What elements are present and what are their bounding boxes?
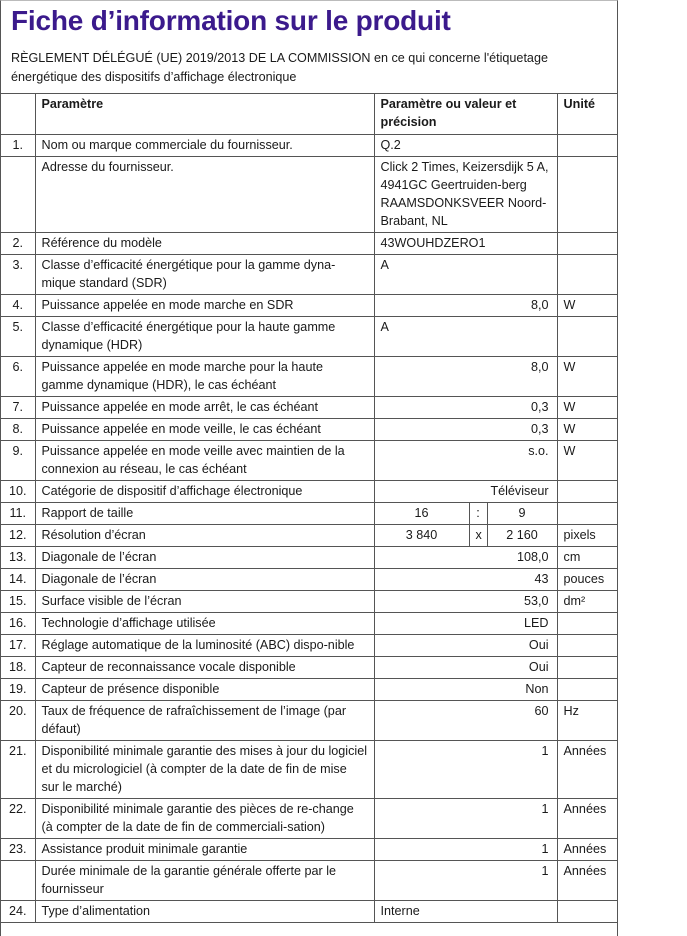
row-value: Non (374, 679, 557, 701)
row-unit: W (557, 419, 618, 441)
row-value: 0,3 (374, 419, 557, 441)
row-unit: W (557, 357, 618, 397)
row-parameter: Puissance appelée en mode veille avec maintien de la connexion au réseau, le cas échéant (35, 441, 374, 481)
product-info-table (1, 93, 618, 923)
row-parameter: Disponibilité minimale garantie des mises à jour du logiciel et du micrologiciel (à compter de la date de fin de mise sur le marché) (35, 741, 374, 799)
row-number (1, 861, 35, 901)
table-row (1, 701, 618, 741)
row-unit (557, 481, 618, 503)
table-row (1, 741, 618, 799)
row-unit (557, 679, 618, 701)
table-row (1, 503, 618, 525)
table-row (1, 295, 618, 317)
row-value: s.o. (374, 441, 557, 481)
row-value: Q.2 (374, 135, 557, 157)
row-number: 4. (1, 295, 35, 317)
row-parameter: Capteur de reconnaissance vocale disponible (35, 657, 374, 679)
table-row (1, 317, 618, 357)
table-row (1, 569, 618, 591)
header-value: Paramètre ou valeur et précision (374, 94, 557, 135)
page-title: Fiche d’information sur le produit (11, 5, 451, 36)
row-number: 2. (1, 233, 35, 255)
row-number: 23. (1, 839, 35, 861)
row-value-separator: : (469, 503, 487, 525)
row-parameter: Diagonale de l’écran (35, 569, 374, 591)
row-value: 0,3 (374, 397, 557, 419)
row-number: 11. (1, 503, 35, 525)
row-parameter: Puissance appelée en mode marche en SDR (35, 295, 374, 317)
row-parameter: Catégorie de dispositif d’affichage électronique (35, 481, 374, 503)
row-number: 24. (1, 901, 35, 923)
row-number: 20. (1, 701, 35, 741)
row-parameter: Classe d’efficacité énergétique pour la gamme dyna-mique standard (SDR) (35, 255, 374, 295)
header-unit: Unité (557, 94, 618, 135)
row-parameter: Assistance produit minimale garantie (35, 839, 374, 861)
table-row (1, 135, 618, 157)
row-value-separator: x (469, 525, 487, 547)
table-row (1, 679, 618, 701)
row-value: Oui (374, 635, 557, 657)
row-number: 10. (1, 481, 35, 503)
row-value: 53,0 (374, 591, 557, 613)
table-row (1, 233, 618, 255)
table-row (1, 839, 618, 861)
row-unit (557, 233, 618, 255)
row-unit: dm² (557, 591, 618, 613)
row-number: 3. (1, 255, 35, 295)
row-value: 43WOUHDZERO1 (374, 233, 557, 255)
row-value-b: 9 (487, 503, 557, 525)
row-unit: W (557, 295, 618, 317)
row-unit: W (557, 441, 618, 481)
row-value: 8,0 (374, 295, 557, 317)
row-value: A (374, 317, 557, 357)
table-row (1, 157, 618, 233)
row-number: 9. (1, 441, 35, 481)
table-row (1, 419, 618, 441)
row-number (1, 157, 35, 233)
table-row (1, 525, 618, 547)
row-unit (557, 317, 618, 357)
row-number: 8. (1, 419, 35, 441)
header-num (1, 94, 35, 135)
row-number: 17. (1, 635, 35, 657)
row-value-a: 16 (374, 503, 469, 525)
row-parameter: Nom ou marque commerciale du fournisseur. (35, 135, 374, 157)
row-number: 7. (1, 397, 35, 419)
row-parameter: Diagonale de l’écran (35, 547, 374, 569)
row-value: 1 (374, 861, 557, 901)
table-row (1, 547, 618, 569)
row-unit: W (557, 397, 618, 419)
table-row (1, 591, 618, 613)
row-number: 5. (1, 317, 35, 357)
row-parameter: Puissance appelée en mode marche pour la haute gamme dynamique (HDR), le cas échéant (35, 357, 374, 397)
row-unit: Années (557, 861, 618, 901)
table-row (1, 481, 618, 503)
row-unit: Années (557, 839, 618, 861)
row-number: 15. (1, 591, 35, 613)
row-number: 21. (1, 741, 35, 799)
table-row (1, 255, 618, 295)
row-number: 6. (1, 357, 35, 397)
row-parameter: Disponibilité minimale garantie des pièces de re-change (à compter de la date de fin de commerciali-sation) (35, 799, 374, 839)
row-unit (557, 255, 618, 295)
row-parameter: Capteur de présence disponible (35, 679, 374, 701)
row-unit (557, 613, 618, 635)
row-number: 19. (1, 679, 35, 701)
row-value: 60 (374, 701, 557, 741)
table-row (1, 657, 618, 679)
row-parameter: Réglage automatique de la luminosité (ABC) dispo-nible (35, 635, 374, 657)
row-parameter: Type d’alimentation (35, 901, 374, 923)
row-value: A (374, 255, 557, 295)
row-value: Téléviseur (374, 481, 557, 503)
header-param: Paramètre (35, 94, 374, 135)
row-unit (557, 503, 618, 525)
row-parameter: Surface visible de l’écran (35, 591, 374, 613)
row-parameter: Puissance appelée en mode veille, le cas échéant (35, 419, 374, 441)
row-number: 16. (1, 613, 35, 635)
row-parameter: Puissance appelée en mode arrêt, le cas échéant (35, 397, 374, 419)
row-unit (557, 635, 618, 657)
row-value: Interne (374, 901, 557, 923)
table-row (1, 397, 618, 419)
row-parameter: Adresse du fournisseur. (35, 157, 374, 233)
row-parameter: Référence du modèle (35, 233, 374, 255)
table-row (1, 613, 618, 635)
row-unit: cm (557, 547, 618, 569)
row-value: Oui (374, 657, 557, 679)
row-unit: pouces (557, 569, 618, 591)
row-value: 8,0 (374, 357, 557, 397)
row-unit (557, 901, 618, 923)
row-unit: Années (557, 741, 618, 799)
row-number: 12. (1, 525, 35, 547)
regulation-subtitle: RÈGLEMENT DÉLÉGUÉ (UE) 2019/2013 DE LA COMMISSION en ce qui concerne l'étiquetage énergétique des dispositifs d’affichage électronique (11, 51, 548, 84)
row-unit (557, 157, 618, 233)
table-row (1, 861, 618, 901)
row-value: LED (374, 613, 557, 635)
row-number: 22. (1, 799, 35, 839)
row-value: Click 2 Times, Keizersdijk 5 A, 4941GC Geertruiden-berg RAAMSDONKSVEER Noord-Brabant, NL (374, 157, 557, 233)
table-row (1, 441, 618, 481)
row-value-a: 3 840 (374, 525, 469, 547)
table-row (1, 357, 618, 397)
row-parameter: Durée minimale de la garantie générale offerte par le fournisseur (35, 861, 374, 901)
table-row (1, 901, 618, 923)
row-value: 1 (374, 799, 557, 839)
row-number: 13. (1, 547, 35, 569)
row-value: 1 (374, 839, 557, 861)
table-header-row (1, 94, 618, 135)
table-row (1, 635, 618, 657)
row-number: 1. (1, 135, 35, 157)
row-value: 1 (374, 741, 557, 799)
row-unit: Années (557, 799, 618, 839)
row-parameter: Technologie d’affichage utilisée (35, 613, 374, 635)
row-parameter: Taux de fréquence de rafraîchissement de l’image (par défaut) (35, 701, 374, 741)
row-parameter: Rapport de taille (35, 503, 374, 525)
row-unit (557, 135, 618, 157)
row-value: 43 (374, 569, 557, 591)
row-value-b: 2 160 (487, 525, 557, 547)
row-unit: Hz (557, 701, 618, 741)
row-number: 14. (1, 569, 35, 591)
row-parameter: Résolution d’écran (35, 525, 374, 547)
table-row (1, 799, 618, 839)
row-parameter: Classe d’efficacité énergétique pour la haute gamme dynamique (HDR) (35, 317, 374, 357)
row-unit: pixels (557, 525, 618, 547)
row-number: 18. (1, 657, 35, 679)
row-unit (557, 657, 618, 679)
row-value: 108,0 (374, 547, 557, 569)
